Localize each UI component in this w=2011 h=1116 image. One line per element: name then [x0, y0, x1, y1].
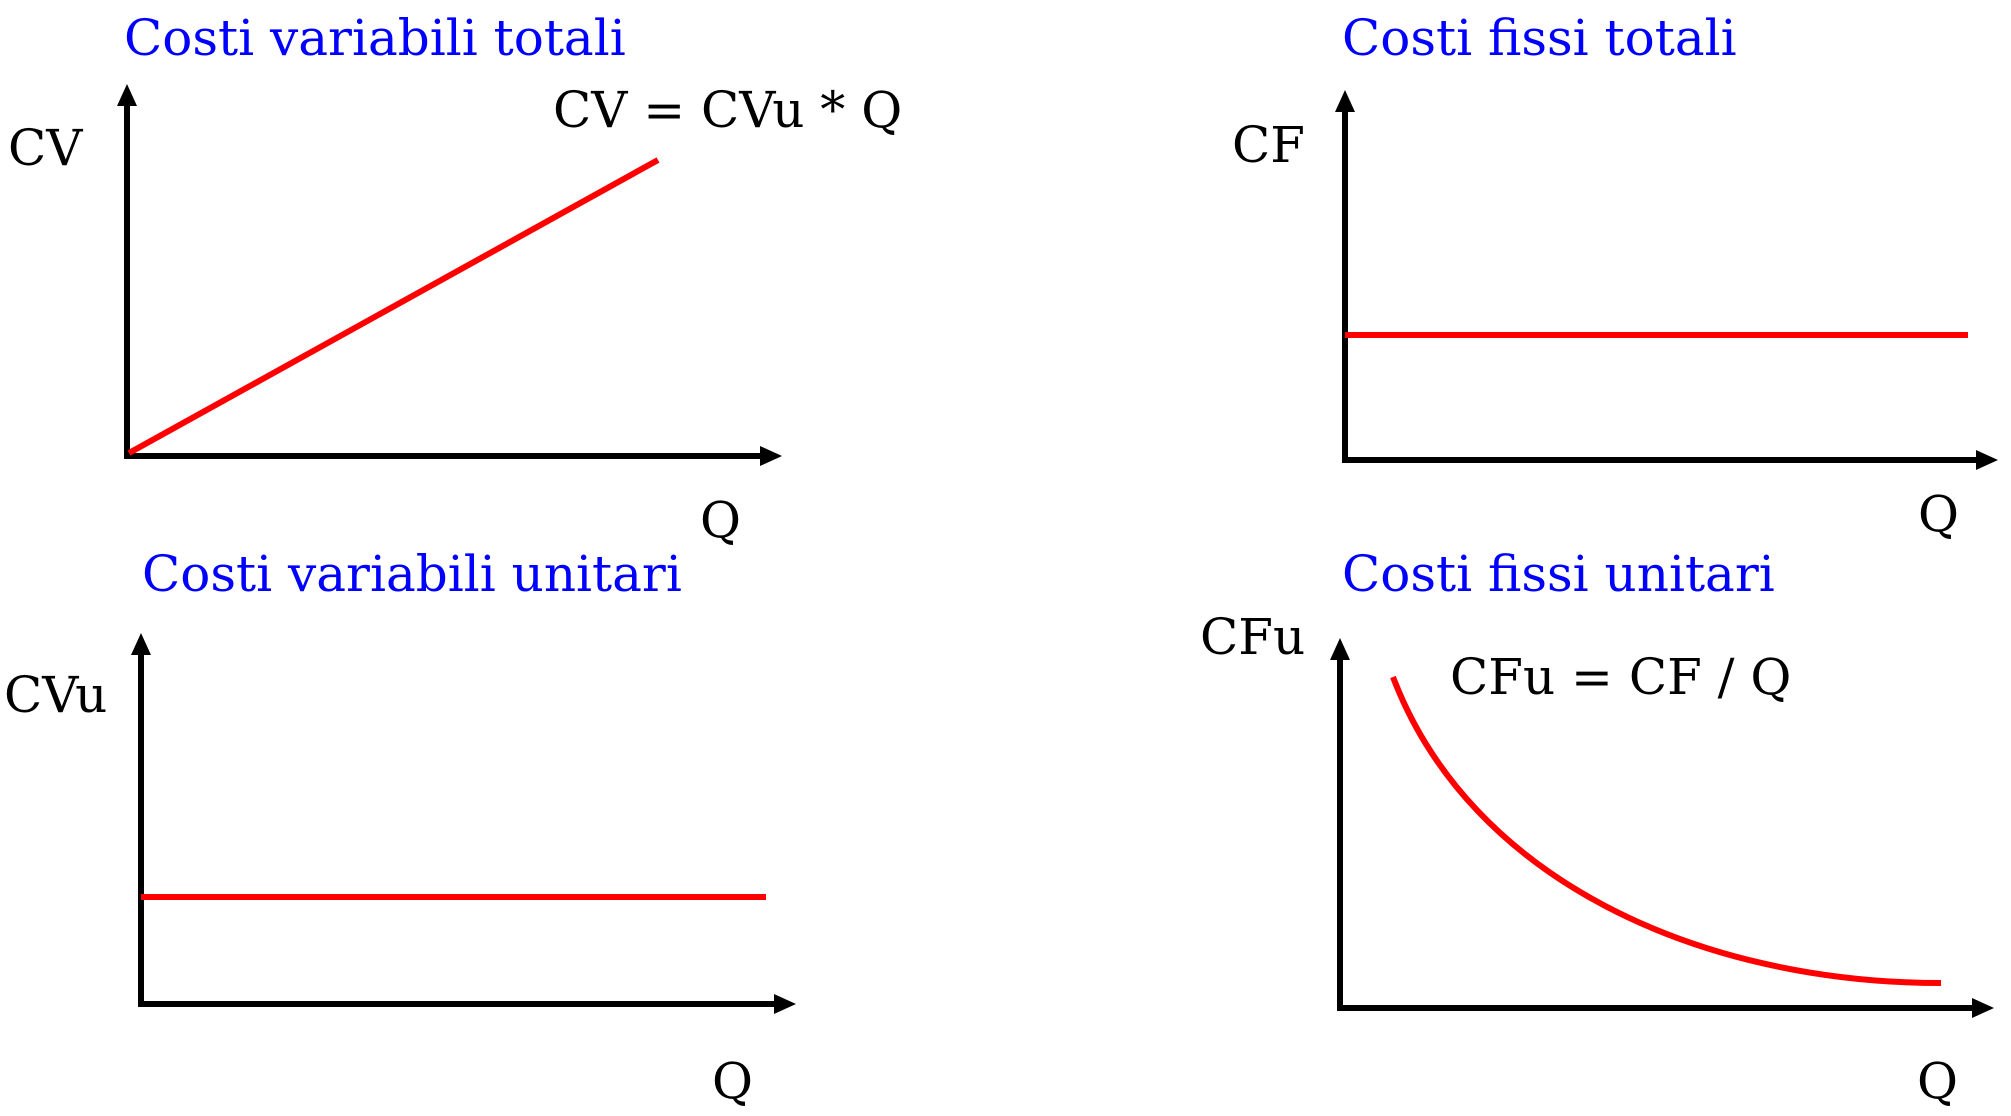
x-axis-label: Q: [1917, 1052, 1958, 1110]
x-axis-label: Q: [700, 491, 741, 549]
panel-variable-total: [8, 9, 902, 549]
panel-title: Costi variabili totali: [124, 9, 626, 67]
x-axis-arrowhead: [774, 994, 796, 1014]
panel-fixed-unit: [1200, 545, 1994, 1110]
y-axis-arrowhead: [131, 633, 151, 655]
formula-label: CFu = CF / Q: [1450, 648, 1792, 706]
y-axis-label: CV: [8, 119, 83, 177]
y-axis-arrowhead: [117, 84, 137, 106]
x-axis-arrowhead: [760, 446, 782, 466]
panel-variable-unit: [4, 545, 796, 1110]
y-axis-arrowhead: [1330, 638, 1350, 660]
x-axis-arrowhead: [1972, 998, 1994, 1018]
x-axis-label: Q: [1918, 485, 1959, 543]
cost-curve: [129, 160, 658, 453]
y-axis-arrowhead: [1335, 90, 1355, 112]
panel-fixed-total: [1232, 9, 1998, 543]
x-axis-arrowhead: [1976, 450, 1998, 470]
panel-title: Costi fissi totali: [1342, 9, 1737, 67]
panel-title: Costi fissi unitari: [1342, 545, 1775, 603]
cost-curve: [1393, 677, 1941, 983]
y-axis-label: CVu: [4, 666, 108, 724]
formula-label: CV = CVu * Q: [553, 81, 903, 139]
y-axis-label: CFu: [1200, 608, 1306, 666]
panel-title: Costi variabili unitari: [142, 545, 682, 603]
x-axis-label: Q: [712, 1052, 753, 1110]
y-axis-label: CF: [1232, 116, 1305, 174]
